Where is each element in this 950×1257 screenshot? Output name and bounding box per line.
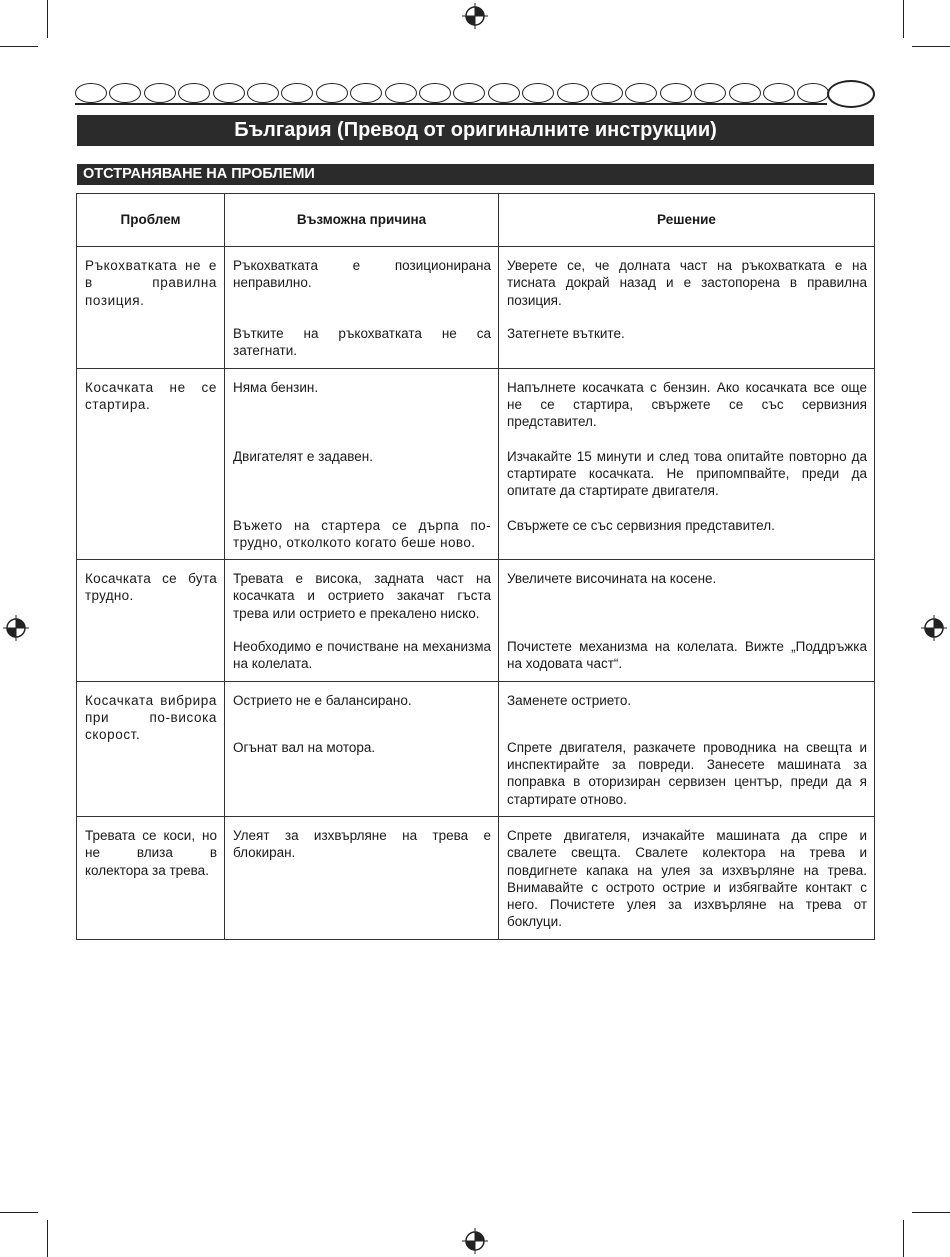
registration-mark-icon xyxy=(921,615,947,641)
language-tab-oval xyxy=(109,83,141,103)
solution-text: Заменете острието. xyxy=(507,692,632,708)
header-cause: Възможна причина xyxy=(225,194,499,247)
language-tab-oval xyxy=(213,83,245,103)
troubleshooting-table xyxy=(76,193,875,940)
crop-mark xyxy=(912,1212,950,1213)
crop-mark xyxy=(912,46,950,47)
solution-cell xyxy=(499,560,875,682)
cause-cell xyxy=(225,560,499,682)
cause-text: Няма бензин. xyxy=(233,379,319,395)
solution-cell xyxy=(499,816,875,939)
table-row xyxy=(77,368,875,560)
language-tab-oval xyxy=(247,83,279,103)
language-tab-oval xyxy=(350,83,382,103)
problem-cell xyxy=(77,368,225,560)
solution-text: Увеличете височината на косене. xyxy=(507,571,717,587)
tabs-baseline xyxy=(75,103,827,105)
language-tab-oval xyxy=(488,83,520,103)
problem-cell xyxy=(77,681,225,816)
registration-mark-icon xyxy=(3,615,29,641)
language-tab-oval xyxy=(729,83,761,103)
cause-cell xyxy=(225,681,499,816)
cause-cell xyxy=(225,368,499,560)
table-row xyxy=(77,816,875,939)
crop-mark xyxy=(0,46,38,47)
cause-text: Двигателят е задавен. xyxy=(233,448,373,464)
problem-text: Косачката вибрира при по-висока скорост. xyxy=(85,692,217,743)
solution-text: Напълнете косачката с бензин. Ако косачката все още не се стартира, свържете се със сервизния представител. xyxy=(507,379,867,430)
header-problem: Проблем xyxy=(77,194,225,247)
solution-text: Почистете механизма на колелата. Вижте „Поддръжка на ходовата част“. xyxy=(507,639,867,672)
cause-text: Улеят за изхвърляне на трева е блокиран. xyxy=(233,827,491,861)
language-tab-oval xyxy=(797,83,829,103)
cause-text: Необходимо е почистване на механизма на колелата. xyxy=(233,639,491,672)
solution-text: Свържете се със сервизния представител. xyxy=(507,517,775,533)
language-tab-oval xyxy=(385,83,417,103)
section-heading: ОТСТРАНЯВАНЕ НА ПРОБЛЕМИ xyxy=(77,164,874,185)
cause-cell xyxy=(225,247,499,369)
cause-text: Ръкохватката е позиционирана неправилно. xyxy=(233,258,491,291)
problem-text: Косачката не се стартира. xyxy=(85,379,217,412)
language-tab-oval xyxy=(316,83,348,103)
language-tab-oval xyxy=(144,83,176,103)
solution-cell xyxy=(499,681,875,816)
solution-text: Уверете се, че долната част на ръкохватката е на тисната докрай назад и е застопорена в правилна позиция. xyxy=(507,258,867,308)
table-row xyxy=(77,247,875,369)
language-tab-oval-active xyxy=(827,80,875,108)
language-tab-oval xyxy=(281,83,313,103)
problem-text: Косачката се бута трудно. xyxy=(85,571,217,604)
language-tab-oval xyxy=(763,83,795,103)
language-tab-oval xyxy=(522,83,554,103)
solution-cell xyxy=(499,368,875,560)
problem-cell xyxy=(77,560,225,682)
language-tab-oval xyxy=(625,83,657,103)
crop-mark xyxy=(47,1220,48,1257)
table-row xyxy=(77,681,875,816)
language-tab-oval xyxy=(660,83,692,103)
language-tab-oval xyxy=(75,83,107,103)
cause-text: Острието не е балансирано. xyxy=(233,692,412,708)
crop-mark xyxy=(903,1220,904,1257)
language-tab-oval xyxy=(557,83,589,103)
solution-text: Изчакайте 15 минути и след това опитайте повторно да стартирате косачката. Не припомпвайте, преди да опитате да стартирате двигателя. xyxy=(507,448,867,499)
table-header-row xyxy=(77,194,875,247)
cause-text: Тревата е висока, задната част на косачката и острието закачат гъста трева или острието е прекалено ниско. xyxy=(233,571,491,621)
solution-text: Затегнете вътките. xyxy=(507,326,625,341)
solution-cell xyxy=(499,247,875,369)
header-solution: Решение xyxy=(499,194,875,247)
cause-cell xyxy=(225,816,499,939)
cause-text: Вътките на ръкохватката не са затегнати. xyxy=(233,326,491,359)
crop-mark xyxy=(903,0,904,38)
solution-text: Спрете двигателя, разкачете проводника на свещта и инспектирайте за повреди. Занесете машината за поправка в оторизиран сервизен център, преди да я стартирате отново. xyxy=(507,739,867,807)
registration-mark-icon xyxy=(462,3,488,29)
language-tab-oval xyxy=(419,83,451,103)
problem-text: Тревата се коси, но не влиза в колектора за трева. xyxy=(85,827,217,878)
language-tabs xyxy=(75,81,875,107)
solution-text: Спрете двигателя, изчакайте машината да спре и свалете свещта. Свалете колектора на трева и повдигнете капака на улея за изхвърляне на трева. Внимавайте с острото острие и избягвайте контакт с него. Почистете улея за изхвърляне на трева от боклуци. xyxy=(507,827,867,930)
language-tab-oval xyxy=(694,83,726,103)
crop-mark xyxy=(47,0,48,38)
table-row xyxy=(77,560,875,682)
problem-cell xyxy=(77,247,225,369)
language-tab-oval xyxy=(453,83,485,103)
language-tab-oval xyxy=(591,83,623,103)
cause-text: Въжето на стартера се дърпа по-трудно, отколкото когато беше ново. xyxy=(233,517,491,550)
page-title: България (Превод от оригиналните инструкции) xyxy=(77,115,874,146)
problem-text: Ръкохватката не е в правилна позиция. xyxy=(85,258,217,308)
cause-text: Огънат вал на мотора. xyxy=(233,739,376,755)
registration-mark-icon xyxy=(462,1228,488,1254)
crop-mark xyxy=(0,1212,38,1213)
problem-cell xyxy=(77,816,225,939)
language-tab-oval xyxy=(178,83,210,103)
